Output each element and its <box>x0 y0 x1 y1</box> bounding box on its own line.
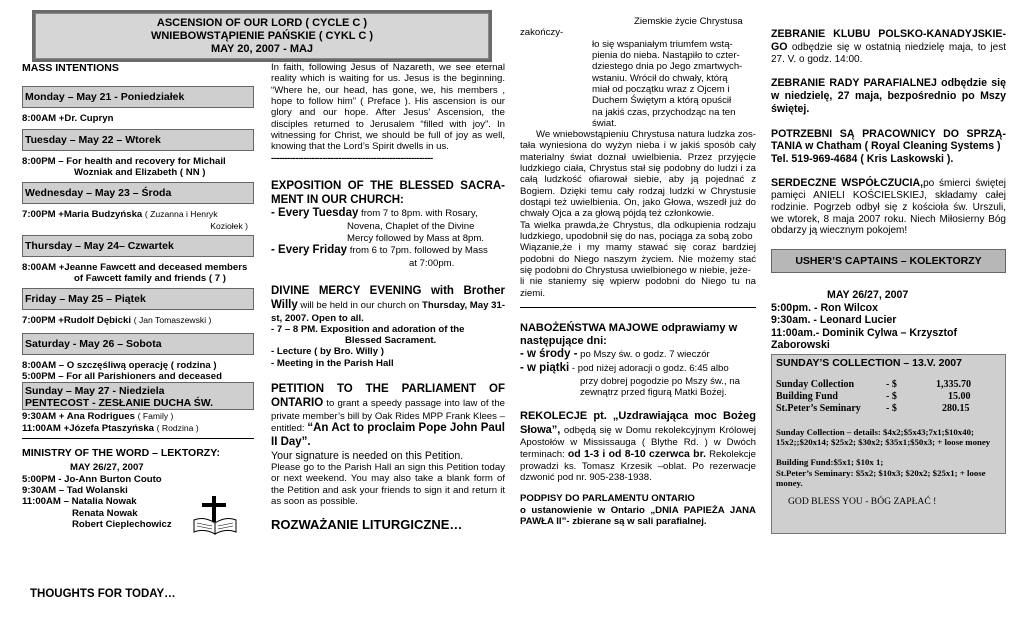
klub-text: odbędzie się w ostatnią niedzielę maja, to jest 27. V. o godz. 14:00. <box>771 41 1006 65</box>
usher-line-2: 9:30am. - Leonard Lucier <box>771 314 897 327</box>
ushers-title: USHER’S CAPTAINS – KOLEKTORZY <box>771 249 1006 273</box>
reflection-paragraph-2: We wniebowstąpieniu Chrystusa natura ludzka zos-tała wyniesiona do wyżyn nieba i w jakiś sposób cały materialny świat doznał uwielbienia. Przez przyjęcie ludzkiego ciała, Chrystus stał się podobny do ludzi i za całą ludzkość ofiarował siebie, aby ją pojednać z Bogiem. Dzięki temu cały rodzaj ludzki w Chrystusie dostąpi też uwielbienia. On, jako Głowa, wszedł już do chwały Ojca a za głową pójdą też członkowie. <box>520 129 756 220</box>
collection-value-seminary: 280.15 <box>942 402 970 414</box>
day-friday: Friday – May 25 – Piątek <box>22 288 254 310</box>
rozwazanie-heading: ROZWAŻANIE LITURGICZNE… <box>271 517 463 533</box>
reflection-line-6: wstaniu. Wrócił do chwały, którą <box>592 72 728 84</box>
reflection-paragraph-3: Ta wielka prawda,że Chrystus, dla odkupienia rodzaju ludzkiego, upodobnił się do nas, pociąga za sobą zobo <box>520 219 756 242</box>
nabozenstwa-title: NABOŻEŃSTWA MAJOWE odprawiamy w następujące dni: <box>520 321 738 347</box>
mass-thursday-line-2: of Fawcett family and friends ( 7 ) <box>74 273 226 285</box>
collection-building-details: Building Fund:$5x1; $10x 1; <box>776 457 884 468</box>
divine-mercy-title: DIVINE MERCY EVENING with Brother Willy <box>271 284 505 311</box>
mass-tuesday-line-1: 8:00PM – For health and recovery for Michail <box>22 155 226 167</box>
mass-wednesday <box>22 209 254 230</box>
pracownicy-phone: Tel. 519-969-4684 ( Kris Laskowski ). <box>771 152 954 165</box>
collection-row-seminary <box>776 403 1001 415</box>
reflection-line-8: Duchem Świętym a którą opuścił <box>592 95 732 107</box>
exposition-tuesday-line-2: Novena, Chaplet of the Divine <box>347 221 475 233</box>
ministry-title: MINISTRY OF THE WORD – LEKTORZY: <box>22 438 254 459</box>
column-mass-intentions <box>22 62 254 530</box>
nabozenstwa-wednesday-label: - w środy - <box>520 348 578 361</box>
divine-mercy-item-1b: Blessed Sacrament. <box>345 335 437 347</box>
exposition-friday-label: - Every Friday <box>271 243 348 256</box>
mass-tuesday-line-2: Wozniak and Elizabeth ( NN ) <box>74 167 206 178</box>
divine-mercy-text: will be held in our church on <box>297 299 422 311</box>
rada-block <box>771 77 1006 115</box>
collection-value-sunday: 1,335.70 <box>936 379 971 391</box>
nabozenstwa-wednesday <box>520 348 756 362</box>
nabozenstwa-friday-label: - w piątki <box>520 361 570 374</box>
mass-thursday-line-1: 8:00AM +Jeanne Fawcett and deceased members <box>22 261 248 273</box>
exposition-tuesday-text: from 7 to 8pm. with Rosary, <box>358 208 478 220</box>
reflection-line-2: zakończy- <box>520 27 564 39</box>
collection-details: Sunday Collection – details: $4x2;$5x43;7x1;$10x40; 15x2;;$20x14; $25x2; $30x2; $35x1;$50x3; + loose money <box>776 426 991 447</box>
collection-row-sunday <box>776 379 1001 391</box>
ministry-reader-5: Robert Cieplechowicz <box>72 518 172 530</box>
klub-block <box>771 28 1006 65</box>
mass-saturday-line-1: 8:00AM – O szczęśliwą operację ( rodzina ) <box>22 359 217 371</box>
mass-intentions-title: MASS INTENTIONS <box>22 62 119 74</box>
mass-friday-note: ( Jan Tomaszewski ) <box>133 315 212 326</box>
mass-sunday <box>22 411 254 434</box>
column-announcements <box>771 28 1006 534</box>
ministry-reader-2: 9:30AM – Tad Wolanski <box>22 484 128 496</box>
mass-sunday-line-2: 11:00AM +Józefa Ptaszyńska <box>22 422 154 434</box>
day-wednesday: Wednesday – May 23 – Środa <box>22 182 254 204</box>
thoughts-heading: THOUGHTS FOR TODAY… <box>30 588 176 600</box>
reflection-line-3: ło się wspaniałym triumfem wstą- <box>592 38 733 50</box>
petition-block <box>271 383 505 450</box>
mass-monday: 8:00AM +Dr. Cupryn <box>22 113 114 125</box>
klub-title: ZEBRANIE KLUBU POLSKO-KANADYJSKIE-GO <box>771 28 1006 53</box>
day-sunday-line-2: PENTECOST - ZESŁANIE DUCHA ŚW. <box>25 397 214 410</box>
collection-currency-building: - $ <box>886 390 897 402</box>
header-banner <box>32 10 492 62</box>
ascension-paragraph: In faith, following Jesus of Nazareth, we see eternal reality which is waiting for us. Jesus is the beginning. “Where he, our head, has gone, we, his members , hope to follow him” ( Preface ). His ascension is our glory and our hope. After Jesus’ Ascension, the disciples returned to Jerusalem “filled with joy”. In witnessing for Christ, we should be full of joy as well, knowing that the Lord’s Spirit dwells in us. <box>271 62 505 153</box>
exposition-tuesday-label: - Every Tuesday <box>271 207 359 220</box>
sunday-collection-box <box>771 354 1006 534</box>
petition-instructions: Please go to the Parish Hall an sign this Petition today or next weekend. You may also take a blank form of the Petition and ask your friends to sign it and return it as soon as possible. <box>271 462 505 508</box>
cross-bible-icon <box>190 494 240 538</box>
mass-saturday-line-2: 5:00PM – For all Parishioners and deceased <box>22 371 222 383</box>
rekolekcje-block <box>520 410 756 483</box>
petition-text: to grant a speedy passage into law of the private member’s bill by Oak Rides MPP Frank Klees – entitled: <box>271 397 505 434</box>
mass-wednesday-note-2: Koziołek ) <box>210 220 248 231</box>
day-monday: Monday – May 21 - Poniedziałek <box>22 86 254 108</box>
divine-mercy-date: Thursday, May 31-st, 2007. Open to all. <box>271 299 505 324</box>
nabozenstwa-friday <box>520 362 756 376</box>
header-banner-inner <box>35 13 489 59</box>
ministry-reader-3: 11:00AM – Natalia Nowak <box>22 496 137 508</box>
day-sunday <box>22 382 254 410</box>
column-english-news <box>271 62 505 533</box>
usher-line-1: 5:00pm. - Ron Wilcox <box>771 301 879 314</box>
exposition-tuesday-line-3: Mercy followed by Mass at 8pm. <box>347 232 485 244</box>
collection-seminary-details: St.Peter’s Seminary: $5x2; $10x3; $20x2; $25x1; + loose money. <box>776 467 986 489</box>
petition-bill: “An Act to proclaim Pope John Paul II Day”. <box>271 422 505 448</box>
mass-sunday-note-2: ( Rodzina ) <box>156 422 199 433</box>
mass-sunday-line-1: 9:30AM + Ana Rodrigues <box>22 411 135 423</box>
collection-row-building <box>776 391 1001 403</box>
mass-sunday-note-1: ( Family ) <box>137 411 174 422</box>
mass-wednesday-note: ( Zuzanna i Henryk <box>144 209 218 220</box>
podpisy-title: PODPISY DO PARLAMENTU ONTARIO <box>520 493 695 505</box>
wspolczucia-text: po śmierci świętej pamięci ANIELI KOŚCIELSKIEJ, składamy całej rodzinie. Pogrzeb odbył się z kościoła św. Urszuli, we wtorek, 8 maja 2007 roku. Niech Miłosierny Bóg obdarzy ją wiecznym pokojem! <box>771 178 1006 237</box>
reflection-line-1: Ziemskie życie Chrystusa <box>634 16 743 27</box>
pracownicy-title: POTRZEBNI SĄ PRACOWNICY DO SPRZĄ-TANIA w Chatham ( Royal Cleaning Systems ) <box>771 127 1006 153</box>
nabozenstwa-friday-text: - pod niżej adoracji o godz. 6:45 albo <box>569 362 729 374</box>
wspolczucia-block <box>771 177 1006 237</box>
day-saturday: Saturday - May 26 – Sobota <box>22 333 254 355</box>
banner-line-3: MAY 20, 2007 - MAJ <box>210 42 314 55</box>
mass-thursday <box>22 262 254 285</box>
day-sunday-line-1: Sunday – May 27 - Niedziela <box>25 385 165 398</box>
podpisy-text: o ustanowienie w Ontario „DNIA PAPIEŻA JANA PAWŁA II”- zbierane są w sali parafialnej. <box>520 504 756 527</box>
banner-line-1: ASCENSION OF OUR LORD ( CYCLE C ) <box>156 17 368 29</box>
collection-title: SUNDAY’S COLLECTION – 13.V. 2007 <box>776 356 962 369</box>
rekolekcje-text-2: Rekolekcje prowadzi ks. Tomasz Krzesik –oblat. Po rezerwacje dzwonić pod nr. 905-238-1938. <box>520 449 756 483</box>
reflection-line-7: miał od początku wraz z Ojcem i <box>592 83 730 95</box>
exposition-friday <box>271 244 505 258</box>
divine-mercy-item-3: - Meeting in the Parish Hall <box>271 357 394 369</box>
column-polish-reflection <box>520 16 756 527</box>
exposition-friday-line-2: at 7:00pm. <box>409 257 455 269</box>
rekolekcje-title: REKOLECJE pt. „Uzdrawiająca moc Bożeg Słowa”, <box>520 410 756 436</box>
ushers-date: MAY 26/27, 2007 <box>827 289 909 302</box>
reflection-paragraph-5: li nie staniemy się wpierw podobni do Niego tu na ziemi. <box>520 276 756 299</box>
ministry-reader-4: Renata Nowak <box>72 507 138 519</box>
god-bless-you: GOD BLESS YOU - BÓG ZAPŁAĆ ! <box>788 496 937 508</box>
mass-friday-line: 7:00PM +Rudolf Dębicki <box>22 315 132 327</box>
column-divider <box>520 307 756 308</box>
wspolczucia-title: SERDECZNE WSPÓŁCZUCIA, <box>771 177 924 190</box>
banner-line-2: WNIEBOWSTĄPIENIE PAŃSKIE ( CYKL C ) <box>150 29 374 42</box>
reflection-line-4: pienia do nieba. Nastąpiło to czter- <box>592 49 740 61</box>
reflection-line-9: na jakiś czas, przychodząc na ten <box>592 106 736 118</box>
usher-line-3: 11:00am.- Dominik Cylwa – Krzysztof Zaborowski <box>771 326 958 352</box>
collection-value-building: 15.00 <box>948 390 971 402</box>
nabozenstwa-friday-line-2: przy dobrej pogodzie po Mszy św., na <box>580 375 740 387</box>
reflection-paragraph-4: Wiązanie,że i my mamy stawać się coraz bardziej podobni do Niego naszym życiem. Nie możemy stać się podobni do Chrystusa uwielbionego w niebie, jeże- <box>520 242 756 276</box>
divine-mercy-item-2: - Lecture ( by Bro. Willy ) <box>271 346 384 358</box>
exposition-friday-text: from 6 to 7pm. followed by Mass <box>347 244 488 256</box>
nabozenstwa-friday-line-3: zewnątrz przed figurą Matki Bożej. <box>580 387 727 399</box>
day-tuesday: Tuesday – May 22 – Wtorek <box>22 129 254 151</box>
collection-currency-seminary: - $ <box>886 402 897 414</box>
collection-label-seminary: St.Peter’s Seminary <box>776 402 861 414</box>
reflection-line-10: świat. <box>592 117 617 129</box>
petition-title: PETITION TO THE PARLIAMENT OF ONTARIO <box>271 383 505 409</box>
petition-signature: Your signature is needed on this Petition. <box>271 449 464 462</box>
divine-mercy-block <box>271 285 505 324</box>
reflection-line-5: dziestego dnia po Jego zmartwych- <box>592 61 743 73</box>
nabozenstwa-wednesday-text: po Mszy św. o godz. 7 wieczór <box>577 349 710 361</box>
separator-line: ------------------------------------------------------------ <box>271 152 433 164</box>
collection-currency-sunday: - $ <box>886 379 897 391</box>
day-thursday: Thursday – May 24– Czwartek <box>22 235 254 257</box>
mass-saturday <box>22 360 254 383</box>
ministry-reader-1: 5:00PM - Jo-Ann Burton Couto <box>22 473 162 485</box>
rekolekcje-dates: od 1-3 i od 8-10 czerwca br. <box>567 448 707 461</box>
ministry-date: MAY 26/27, 2007 <box>70 462 144 474</box>
divine-mercy-item-1: - 7 – 8 PM. Exposition and adoration of the <box>271 323 465 335</box>
mass-friday <box>22 315 254 326</box>
collection-label-building: Building Fund <box>776 390 838 402</box>
mass-wednesday-line: 7:00PM +Maria Budzyńska <box>22 209 143 221</box>
exposition-tuesday <box>271 207 505 221</box>
exposition-title: EXPOSITION OF THE BLESSED SACRA-MENT IN OUR CHURCH: <box>271 179 505 206</box>
mass-tuesday <box>22 156 254 179</box>
rada-text: odbędzie się w niedzielę, 27 maja, bezpośrednio po Mszy świętej. <box>771 77 1006 115</box>
collection-label-sunday: Sunday Collection <box>776 379 855 391</box>
rekolekcje-text: odbędą się w Domu rekolekcyjnym Królowej Apostołów w Mississauga ( Blythe Rd. ) w Dwóch terminach: <box>520 424 756 461</box>
rada-title: ZEBRANIE RADY PARAFIALNEJ <box>771 77 937 90</box>
